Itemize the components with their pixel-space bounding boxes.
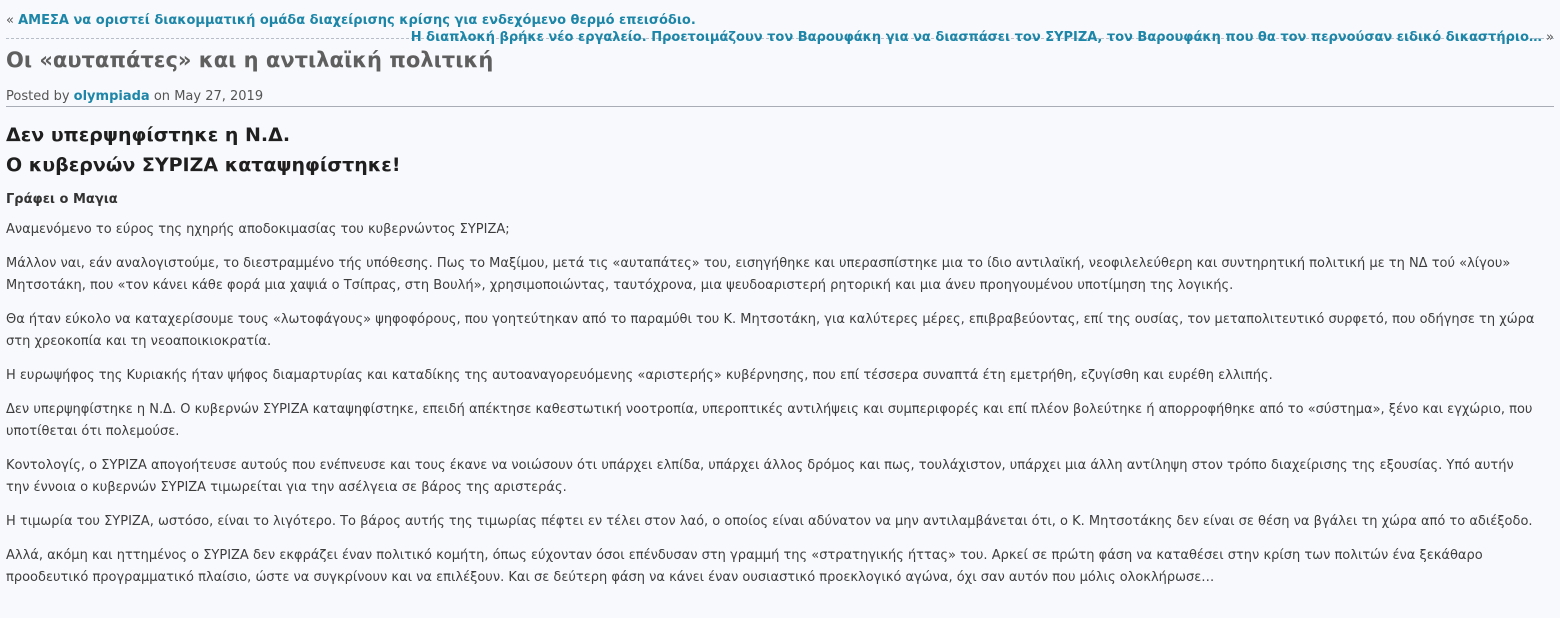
paragraph: Κοντολογίς, ο ΣΥΡΙΖΑ απογοήτευσε αυτούς που ενέπνευσε και τους έκανε να νοιώσουν ότι υπάρχει ελπίδα, υπάρχει άλλος δρόμος και πως, τουλάχιστον, υπάρχει μια άλλη αντίληψη στον τρόπο διαχείρισης της εξουσίας. Υπό αυτήν την έννοια ο κυβερνών ΣΥΡΙΖΑ τιμωρείται για την ασέλγεια σε βάρος της αριστεράς. bbox=[6, 458, 1514, 495]
previous-arrow: « bbox=[6, 13, 14, 28]
paragraph: Δεν υπερψηφίστηκε η Ν.Δ. Ο κυβερνών ΣΥΡΙΖΑ καταψηφίστηκε, επειδή απέκτησε καθεστωτική νοοτροπία, υπεροπτικές αντιλήψεις και συμπεριφορές και επί πλέον βολεύτηκε ή απορροφήθηκε από το «σύστημα», ξένο και εγχώριο, που υποτίθεται ότι πολεμούσε. bbox=[6, 402, 1533, 439]
paragraph: Αλλά, ακόμη και ηττημένος ο ΣΥΡΙΖΑ δεν εκφράζει έναν πολιτικό κομήτη, όπως εύχονταν όσοι επένδυσαν στη γραμμή της «στρατηγικής ήττας» του. Αρκεί σε πρώτη φάση να καταθέσει στην κρίση των πολιτών ένα ξεκάθαρο προοδευτικό προγραμματικό πλαίσιο, ώστε να συγκρίνουν και να επιλέξουν. Και σε δεύτερη φάση να κάνει έναν ουσιαστικό προεκλογικό αγώνα, όχι σαν αυτόν που μόλις ολοκλήρωσε… bbox=[6, 548, 1483, 585]
headline-1: Δεν υπερψηφίστηκε η Ν.Δ. bbox=[6, 124, 291, 146]
byline: Γράφει ο Μαγια bbox=[6, 192, 118, 207]
paragraph: Θα ήταν εύκολο να καταχερίσουμε τους «λωτοφάγους» ψηφοφόρους, που γοητεύτηκαν από το παραμύθι του Κ. Μητσοτάκη, για καλύτερες μέρες, επιβραβεύοντας, επί της ουσίας, τον μεταπολιτευτικό συρφετό, που οδήγησε τη χώρα στη χρεοκοπία και τη νεοαποικιοκρατία. bbox=[6, 312, 1535, 349]
posted-by-label: Posted by bbox=[6, 89, 70, 104]
next-post-link[interactable]: Η διαπλοκή βρήκε νέο εργαλείο. Προετοιμάζουν τον Βαρουφάκη για να διασπάσει τον ΣΥΡΙΖΑ, τον Βαρουφάκη που θα τον περνούσαν ειδικό δικαστήριο… bbox=[410, 30, 1542, 45]
headline-2: Ο κυβερνών ΣΥΡΙΖΑ καταψηφίστηκε! bbox=[6, 154, 401, 176]
paragraph: Μάλλον ναι, εάν αναλογιστούμε, το διεστραμμένο τής υπόθεσης. Πως το Μαξίμου, μετά τις «αυταπάτες» του, εισηγήθηκε και υπερασπίστηκε μια το ίδιο αντιλαϊκή, νεοφιλελεύθερη και συντηρητική πολιτική με τη ΝΔ τού «λίγου» Μητσοτάκη, που «τον κάνει κάθε φορά μια χαψιά ο Τσίπρας, στη Βουλή», χρησιμοποιώντας, ταυτόχρονα, μια ψευδοαριστερή ρητορική και μια άνευ προηγουμένου υποτίμηση της λογικής. bbox=[6, 256, 1511, 293]
paragraph: Η τιμωρία του ΣΥΡΙΖΑ, ωστόσο, είναι το λιγότερο. Το βάρος αυτής της τιμωρίας πέφτει εν τέλει στον λαό, ο οποίος είναι αδύνατον να μην αντιλαμβάνεται ότι, ο Κ. Μητσοτάκης δεν είναι σε θέση να βγάλει τη χώρα από το αδιέξοδο. bbox=[6, 514, 1533, 529]
post-meta bbox=[6, 89, 1554, 107]
next-arrow: » bbox=[1546, 30, 1554, 45]
paragraph: Αναμενόμενο το εύρος της ηχηρής αποδοκιμασίας του κυβερνώντος ΣΥΡΙΖΑ; bbox=[6, 222, 510, 237]
on-label: on bbox=[153, 89, 171, 104]
previous-post-link[interactable]: ΑΜΕΣΑ να οριστεί διακομματική ομάδα διαχείρισης κρίσης για ενδεχόμενο θερμό επεισόδιο. bbox=[18, 13, 696, 28]
post-content bbox=[6, 120, 1536, 589]
post-wrapper bbox=[6, 0, 1554, 585]
post-title: Οι «αυταπάτες» και η αντιλαϊκή πολιτική bbox=[6, 48, 494, 72]
author-link[interactable]: olympiada bbox=[73, 89, 150, 104]
post-date: May 27, 2019 bbox=[174, 89, 264, 104]
previous-post bbox=[6, 13, 696, 28]
next-post bbox=[411, 30, 1554, 45]
post-navigation bbox=[6, 0, 1554, 45]
paragraph: Η ευρωψήφος της Κυριακής ήταν ψήφος διαμαρτυρίας και καταδίκης της αυτοαναγορευόμενης «αριστερής» κυβέρνησης, που επί τέσσερα συναπτά έτη εμετρήθη, εζυγίσθη και ευρέθη ελλιπής. bbox=[6, 368, 1273, 383]
